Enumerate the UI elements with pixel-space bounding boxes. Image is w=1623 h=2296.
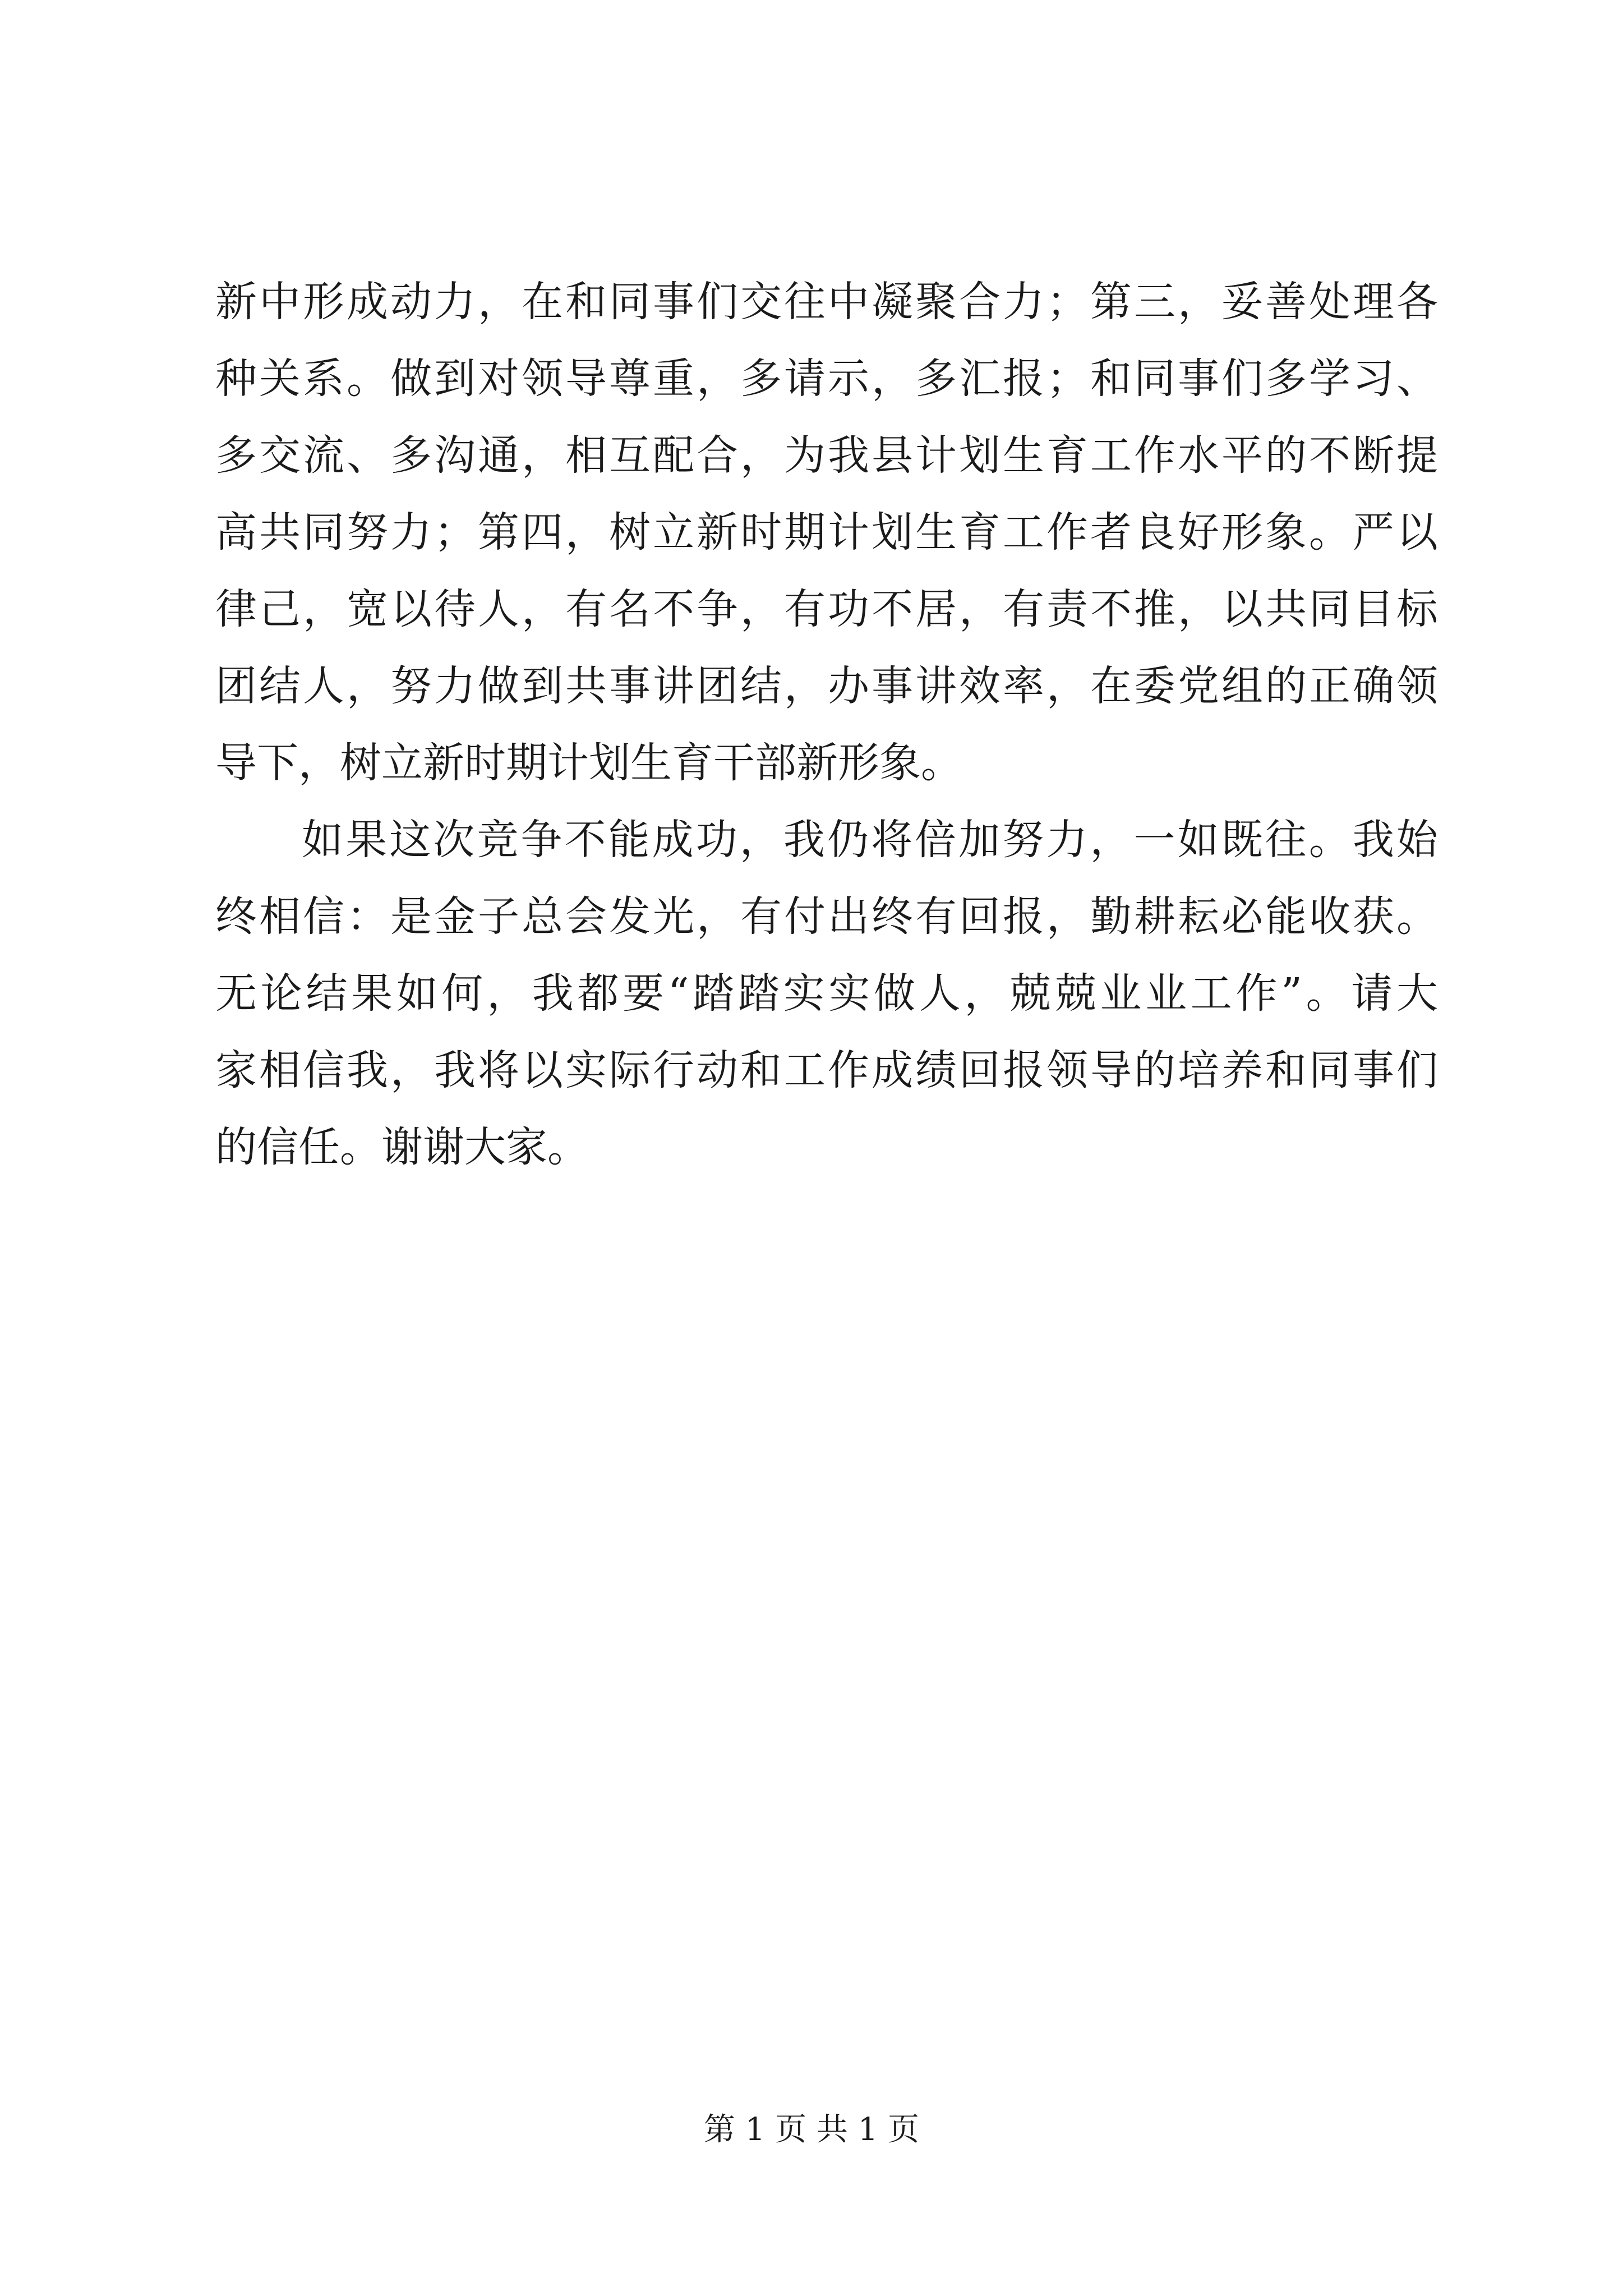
paragraph-line: 新中形成动力，在和同事们交往中凝聚合力；第三，妥善处理各 xyxy=(215,278,1438,326)
page-footer: 第 1 页 共 1 页 xyxy=(703,2111,920,2148)
paragraph-line: 导下，树立新时期计划生育干部新形象。 xyxy=(215,739,962,787)
paragraph-1 xyxy=(215,264,1438,802)
paragraph-line: 高共同努力；第四，树立新时期计划生育工作者良好形象。严以 xyxy=(215,508,1438,556)
paragraph-line: 家相信我，我将以实际行动和工作成绩回报领导的培养和同事们 xyxy=(215,1046,1438,1094)
paragraph-line: 种关系。做到对领导尊重，多请示，多汇报；和同事们多学习、 xyxy=(215,355,1438,403)
paragraph-line: 如果这次竞争不能成功，我仍将倍加努力，一如既往。我始 xyxy=(302,816,1438,864)
paragraph-line: 的信任。谢谢大家。 xyxy=(215,1123,589,1171)
paragraph-line: 团结人，努力做到共事讲团结，办事讲效率，在委党组的正确领 xyxy=(215,662,1438,710)
paragraph-line: 终相信：是金子总会发光，有付出终有回报，勤耕耘必能收获。 xyxy=(215,892,1438,941)
document-body xyxy=(215,264,1438,1186)
paragraph-line: 无论结果如何，我都要“踏踏实实做人，兢兢业业工作”。请大 xyxy=(215,969,1438,1018)
paragraph-line: 多交流、多沟通，相互配合，为我县计划生育工作水平的不断提 xyxy=(215,431,1438,480)
paragraph-2 xyxy=(215,802,1438,1186)
paragraph-line: 律己，宽以待人，有名不争，有功不居，有责不推，以共同目标 xyxy=(215,585,1438,633)
